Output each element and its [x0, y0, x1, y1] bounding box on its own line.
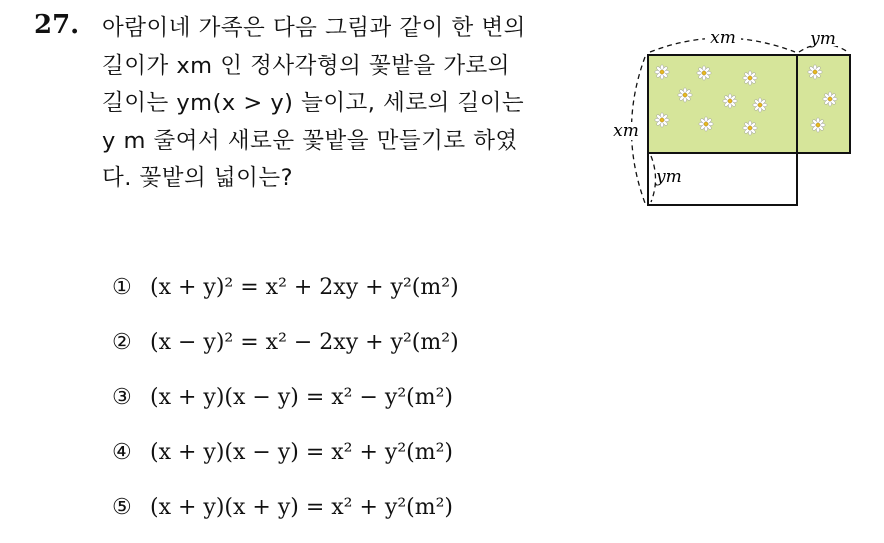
choice-number: ③	[112, 385, 132, 410]
question-line: 길이가 xm 인 정사각형의 꽃밭을 가로의	[102, 52, 511, 79]
choice-formula: (x + y)(x + y) = x² + y²(m²)	[150, 495, 454, 520]
label-top-x: xm	[710, 28, 736, 48]
choice-2[interactable]	[112, 323, 459, 378]
garden-extension	[797, 55, 850, 153]
choice-formula: (x + y)(x − y) = x² − y²(m²)	[150, 385, 454, 410]
label-top-y: ym	[810, 29, 836, 49]
question-text	[102, 10, 592, 198]
question-line: y m 줄여서 새로운 꽃밭을 만들기로 하였	[102, 127, 518, 154]
label-inner-y: ym	[656, 167, 682, 187]
question-line: 다. 꽃밭의 넓이는?	[102, 165, 294, 191]
choice-formula: (x + y)² = x² + 2xy + y²(m²)	[150, 275, 459, 300]
garden-original-part	[648, 55, 797, 153]
choice-formula: (x − y)² = x² − 2xy + y²(m²)	[150, 330, 459, 355]
choice-number: ⑤	[112, 495, 132, 520]
inner-y-brace	[651, 156, 656, 202]
choice-number: ④	[112, 440, 132, 465]
choice-5[interactable]	[112, 488, 459, 543]
label-left-x: xm	[613, 121, 639, 141]
choice-1[interactable]	[112, 268, 459, 323]
choice-formula: (x + y)(x − y) = x² + y²(m²)	[150, 440, 454, 465]
choice-number: ①	[112, 275, 132, 300]
choice-3[interactable]	[112, 378, 459, 433]
choice-number: ②	[112, 330, 132, 355]
choice-4[interactable]	[112, 433, 459, 488]
question-line: 길이는 ym(x > y) 늘이고, 세로의 길이는	[102, 90, 525, 116]
flower-garden-figure	[600, 20, 860, 215]
question-number: 27.	[34, 10, 80, 40]
answer-choices	[112, 268, 459, 543]
question-line: 아람이네 가족은 다음 그림과 같이 한 변의	[102, 15, 526, 41]
